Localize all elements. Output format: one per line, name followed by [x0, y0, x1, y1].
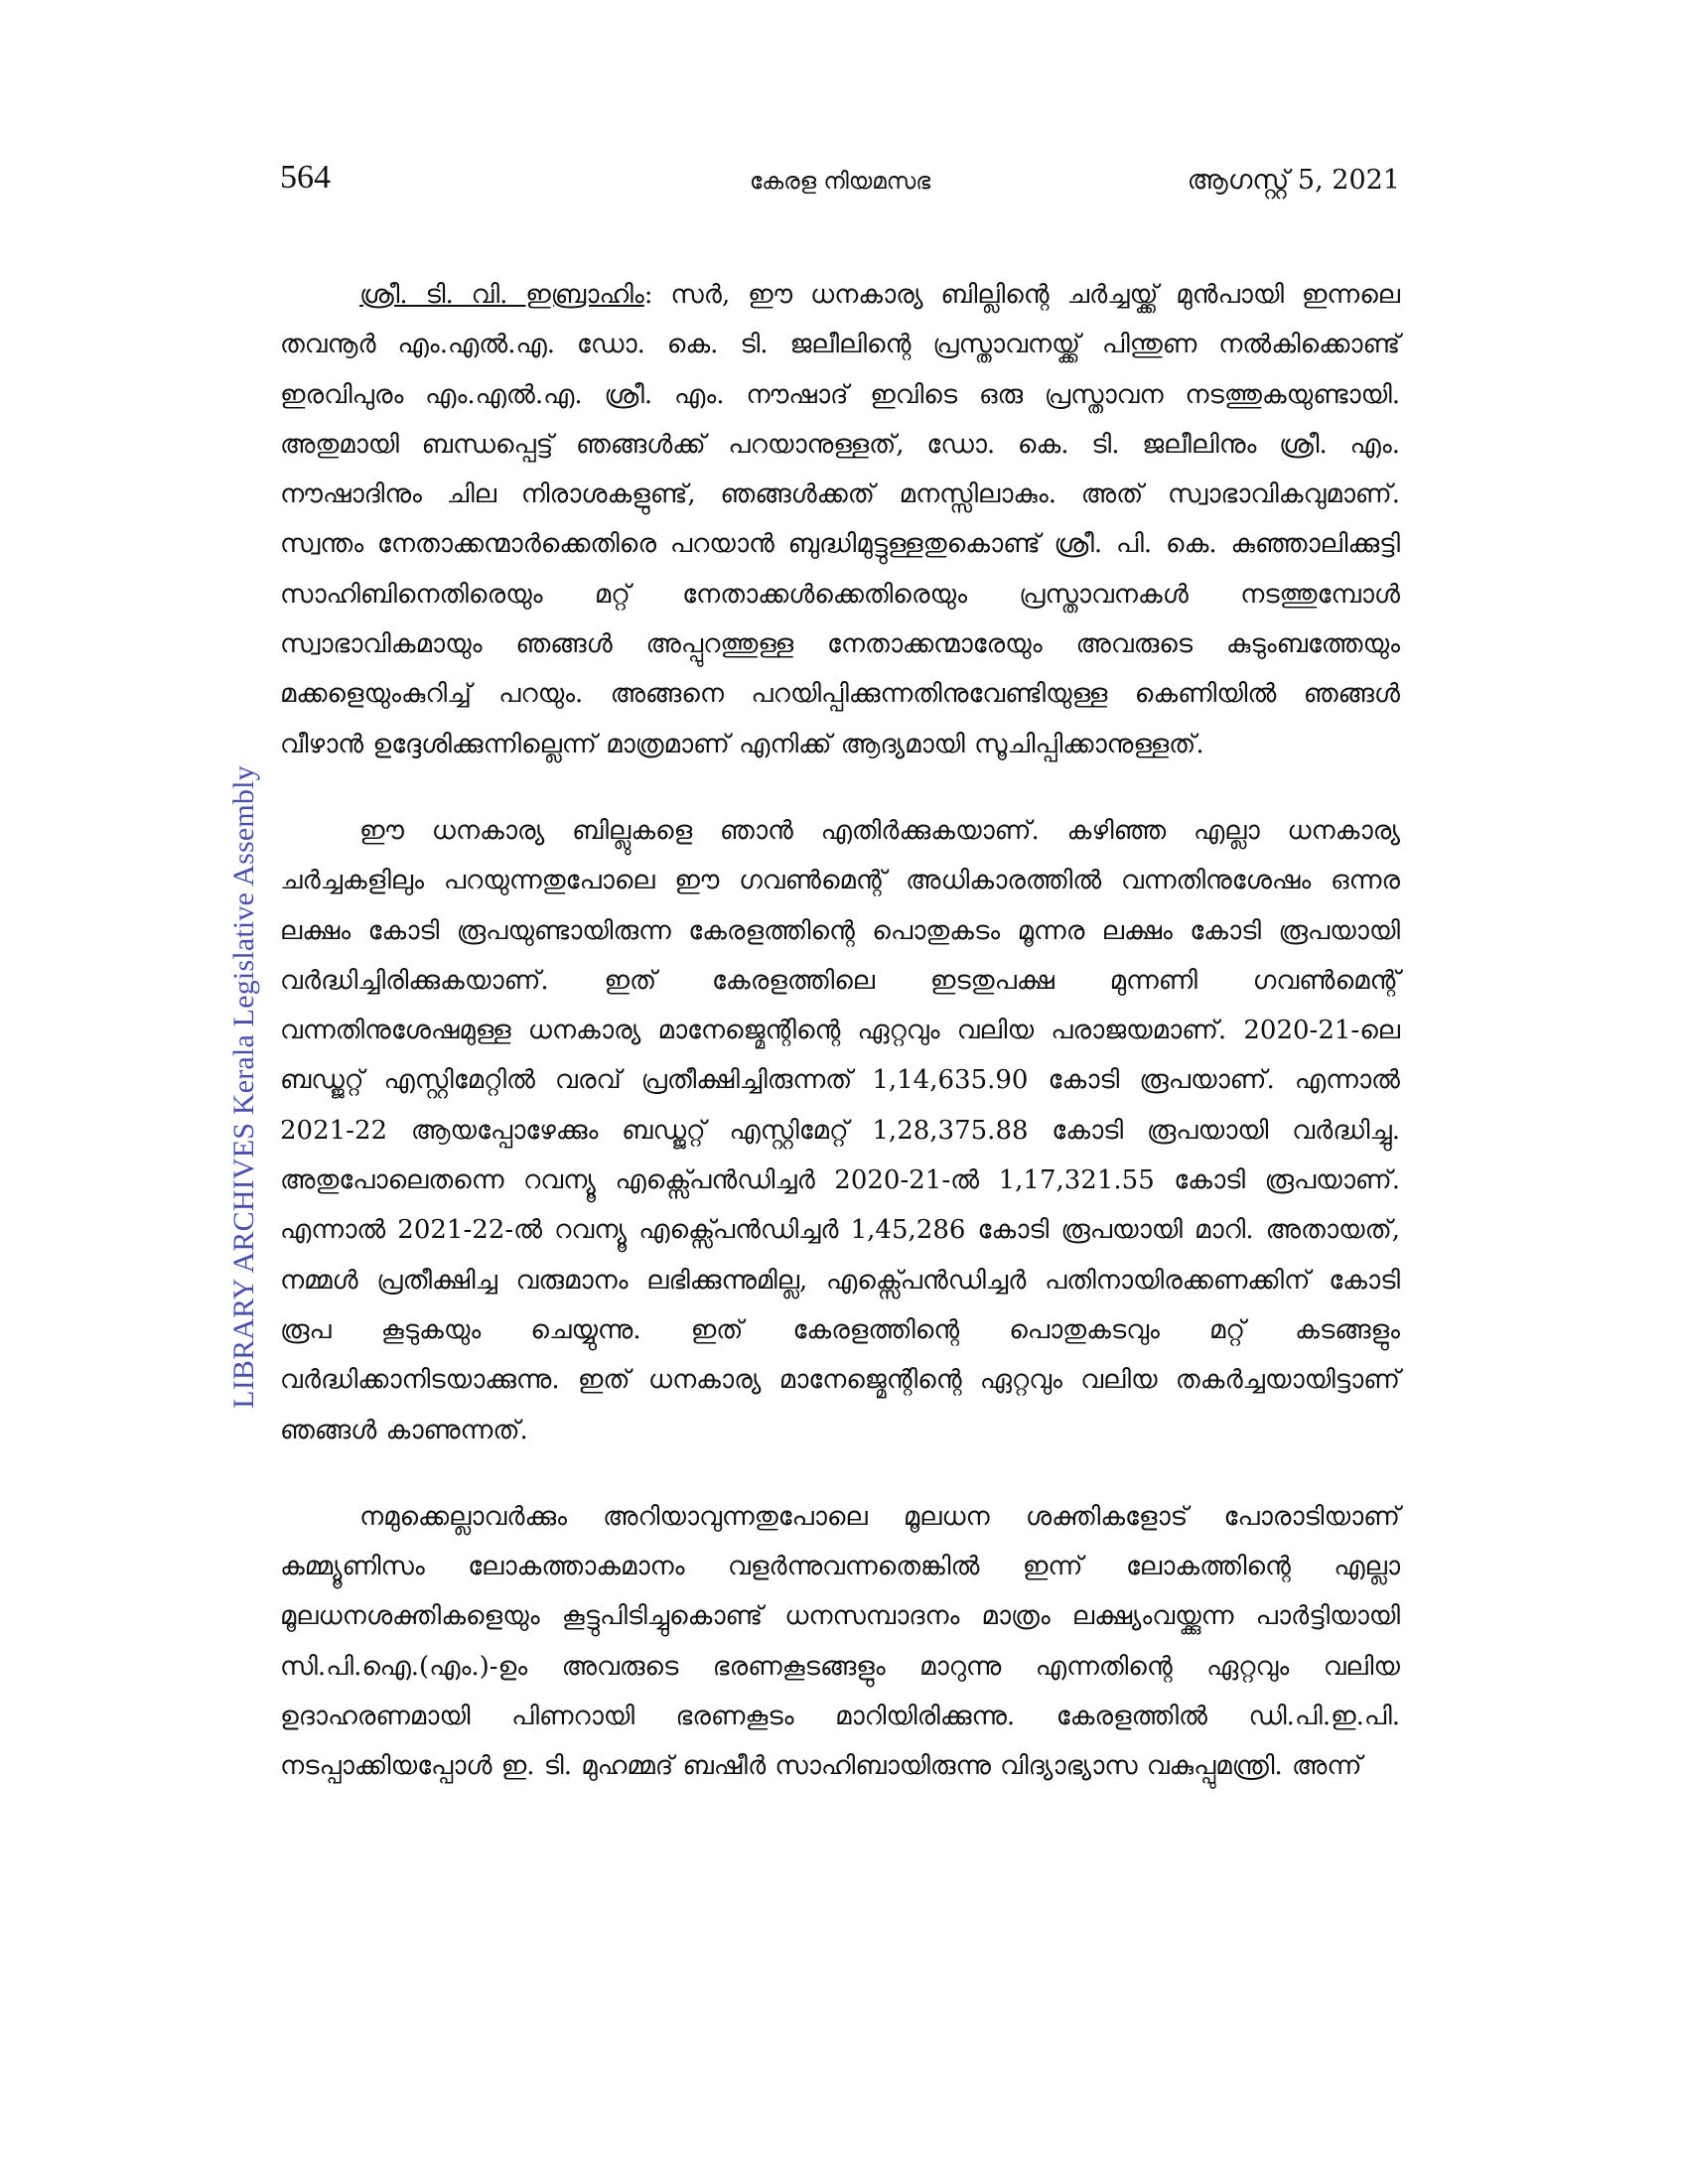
paragraph-1-text: : സർ, ഈ ധനകാര്യ ബില്ലിന്റെ ചർച്ചയ്ക്ക് മുൻപായി ഇന്നലെ തവനൂർ എം.എൽ.എ. ഡോ. കെ. ടി. ജലീലിന്റെ പ്രസ്താവനയ്ക്ക് പിന്തുണ നൽകിക്കൊണ്ട് ഇരവിപുരം എം.എൽ.എ. ശ്രീ. എം. നൗഷാദ് ഇവിടെ ഒരു പ്രസ്താവന നടത്തുകയുണ്ടായി. അതുമായി ബന്ധപ്പെട്ട് ഞങ്ങൾക്ക് പറയാനുള്ളത്, ഡോ. കെ. ടി. ജലീലിനും ശ്രീ. എം. നൗഷാദിനും ചില നിരാശകളുണ്ട്, ഞങ്ങൾക്കത് മനസ്സിലാകും. അത് സ്വാഭാവികവുമാണ്. സ്വന്തം നേതാക്കന്മാർക്കെതിരെ പറയാൻ ബുദ്ധിമുട്ടുള്ളതുകൊണ്ട് ശ്രീ. പി. കെ. കുഞ്ഞാലിക്കുട്ടി സാഹിബിനെതിരെയും മറ്റ് നേതാക്കൾക്കെതിരെയും പ്രസ്താവനകൾ നടത്തുമ്പോൾ സ്വാഭാവികമായും ഞങ്ങൾ അപ്പുറത്തുള്ള നേതാക്കന്മാരേയും അവരുടെ കുടുംബത്തേയും മക്കളെയുംകുറിച്ച് പറയും. അങ്ങനെ പറയിപ്പിക്കുന്നതിനുവേണ്ടിയുള്ള കെണിയിൽ ഞങ്ങൾ വീഴാൻ ഉദ്ദേശിക്കുന്നില്ലെന്ന് മാത്രമാണ് എനിക്ക് ആദ്യമായി സൂചിപ്പിക്കാനുള്ളത്. — [280, 280, 1400, 759]
page-number: 564 — [280, 159, 331, 196]
journal-title: കേരള നിയമസഭ — [749, 169, 931, 195]
speech-paragraph-1 — [280, 270, 1400, 769]
speech-paragraph-3 — [280, 1492, 1400, 1792]
paragraph-3-text: നമുക്കെല്ലാവർക്കും അറിയാവുന്നതുപോലെ മൂലധന ശക്തികളോട് പോരാടിയാണ് കമ്മ്യൂണിസം ലോകത്താകമാനം വളർന്നുവന്നതെങ്കിൽ ഇന്ന് ലോകത്തിന്റെ എല്ലാ മൂലധനശക്തികളെയും കൂട്ടുപിടിച്ചുകൊണ്ട് ധനസമ്പാദനം മാത്രം ലക്ഷ്യംവയ്ക്കുന്ന പാർട്ടിയായി സി.പി.ഐ.(എം.)-ഉം അവരുടെ ഭരണകൂടങ്ങളും മാറുന്നു എന്നതിന്റെ ഏറ്റവും വലിയ ഉദാഹരണമായി പിണറായി ഭരണകൂടം മാറിയിരിക്കുന്നു. കേരളത്തിൽ ഡി.പി.ഇ.പി. നടപ്പാക്കിയപ്പോൾ ഇ. ടി. മുഹമ്മദ് ബഷീർ സാഹിബായിരുന്നു വിദ്യാഭ്യാസ വകുപ്പുമന്ത്രി. അന്ന് — [280, 1501, 1400, 1782]
session-date: ആഗസ്റ്റ് 5, 2021 — [1187, 165, 1400, 196]
paragraph-2-text: ഈ ധനകാര്യ ബില്ലുകളെ ഞാൻ എതിർക്കുകയാണ്. കഴിഞ്ഞ എല്ലാ ധനകാര്യ ചർച്ചകളിലും പറയുന്നതുപോലെ ഈ ഗവൺമെന്റ് അധികാരത്തിൽ വന്നതിനുശേഷം ഒന്നര ലക്ഷം കോടി രൂപയുണ്ടായിരുന്ന കേരളത്തിന്റെ പൊതുകടം മൂന്നര ലക്ഷം കോടി രൂപയായി വർദ്ധിച്ചിരിക്കുകയാണ്. ഇത് കേരളത്തിലെ ഇടതുപക്ഷ മുന്നണി ഗവൺമെന്റ് വന്നതിനുശേഷമുള്ള ധനകാര്യ മാനേജ്മെന്റിന്റെ ഏറ്റവും വലിയ പരാജയമാണ്. 2020-21-ലെ ബഡ്ജറ്റ് എസ്റ്റിമേറ്റിൽ വരവ് പ്രതീക്ഷിച്ചിരുന്നത് 1,14,635.90 കോടി രൂപയാണ്. എന്നാൽ 2021-22 ആയപ്പോഴേക്കും ബഡ്ജറ്റ് എസ്റ്റിമേറ്റ് 1,28,375.88 കോടി രൂപയായി വർദ്ധിച്ചു. അതുപോലെതന്നെ റവന്യൂ എക്സ്പെൻഡിച്ചർ 2020-21-ൽ 1,17,321.55 കോടി രൂപയാണ്. എന്നാൽ 2021-22-ൽ റവന്യൂ എക്സ്പെൻഡിച്ചർ 1,45,286 കോടി രൂപയായി മാറി. അതായത്, നമ്മൾ പ്രതീക്ഷിച്ച വരുമാനം ലഭിക്കുന്നുമില്ല, എക്സ്പെൻഡിച്ചർ പതിനായിരക്കണക്കിന് കോടി രൂപ കൂടുകയും ചെയ്യുന്നു. ഇത് കേരളത്തിന്റെ പൊതുകടവും മറ്റ് കടങ്ങളും വർദ്ധിക്കാനിടയാക്കുന്നു. ഇത് ധനകാര്യ മാനേജ്മെന്റിന്റെ ഏറ്റവും വലിയ തകർച്ചയായിട്ടാണ് ഞങ്ങൾ കാണുന്നത്. — [280, 815, 1400, 1445]
speech-paragraph-2 — [280, 806, 1400, 1455]
watermark-text: LIBRARY ARCHIVES Kerala Legislative Assembly — [227, 765, 260, 1409]
page-header — [280, 159, 1400, 218]
speech-body — [280, 270, 1400, 1829]
speaker-name: ശ്രീ. ടി. വി. ഇബ്രാഹിം — [359, 280, 644, 310]
